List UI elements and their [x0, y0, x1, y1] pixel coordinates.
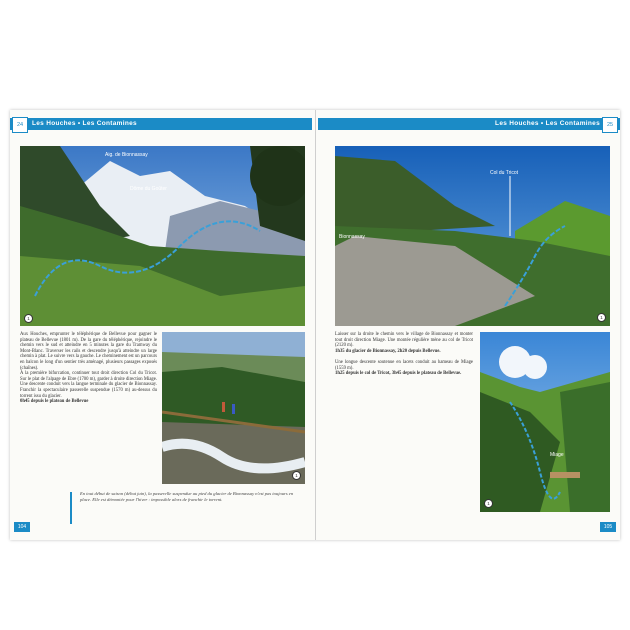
bionnassay-label: Bionnassay — [339, 234, 365, 240]
book-spread — [10, 110, 620, 540]
left-page-number: 104 — [14, 522, 30, 532]
right-paragraph-1: Laisser sur la droite le chemin vers le village de Bionnassay et monter tout droit direction Miage. Une montée régulière mène au col de Tricot (2120 m). — [335, 332, 473, 349]
right-chapter-number: 25 — [602, 117, 618, 133]
note-text: En tout début de saison (début juin), la passerelle suspendue au pied du glacier de Bionnassay n'est pas toujours en place. Elle est démontée pour l'hiver : impossible alors de franchir le torrent. — [80, 491, 294, 502]
suspension-bridge-photo — [162, 332, 305, 484]
col-du-tricot-photo — [335, 146, 610, 326]
right-body-text — [335, 332, 473, 377]
gutter — [315, 110, 316, 540]
photo-label-bionnassay: Aig. de Bionnassay — [105, 152, 148, 158]
miage-valley-photo — [480, 332, 610, 512]
right-page-number: 105 — [600, 522, 616, 532]
miage-photo-badge: 1 — [484, 499, 493, 508]
miage-label: Miage — [550, 452, 564, 458]
left-header-title: Les Houches • Les Contamines — [32, 120, 137, 127]
photo-label-goûter: Dôme du Goûter — [130, 186, 167, 192]
right-header — [318, 118, 620, 130]
small-photo-badge: 1 — [292, 471, 301, 480]
left-time-1: 0h45 depuis le plateau de Bellevue — [20, 399, 89, 405]
col-label: Col du Tricot — [490, 170, 519, 176]
photo-badge: 1 — [24, 314, 33, 323]
left-chapter-number: 24 — [12, 117, 28, 133]
col-photo-badge: 1 — [597, 313, 606, 322]
mont-blanc-photo — [20, 146, 305, 326]
right-paragraph-2: Une longue descente soutenue en lacets conduit au hameau de Miage (1559 m). — [335, 359, 473, 371]
left-paragraph-1: Aux Houches, emprunter le téléphérique de Bellevue pour gagner le plateau de Bellevue (1801 m). De la gare du téléphérique, rejoindre le chemin vers le sud et atteindre en 5 minutes la gare du Tramway du Mont-Blanc. Traverser les rails et descendre jusqu'à atteindre un large chemin à plat. Le suivre vers la gauche. Le cheminement est un parcours en balcon le long d'un sentier très aménagé, plusieurs passages exposés (chaînes). — [20, 332, 157, 371]
left-body-text — [20, 332, 157, 405]
right-time-1: 1h35 du glacier de Bionnassay, 2h20 depuis Bellevue. — [335, 348, 441, 354]
note-bar — [70, 492, 72, 524]
right-time-2: 1h25 depuis le col de Tricot, 3h45 depuis le plateau de Bellevue. — [335, 371, 462, 377]
left-header — [10, 118, 312, 130]
left-paragraph-2: À la première bifurcation, continuer tout droit direction Col du Tricot. Sur le plat de l'alpage de Ebre (1700 m), garder à droite direction Miage. Une descente conduit vers la langue terminale du glacier de Bionnassay. Franchir la spectaculaire passerelle suspendue (1570 m) au-dessus du torrent issu du glacier. — [20, 371, 157, 399]
right-header-title: Les Houches • Les Contamines — [495, 120, 600, 127]
